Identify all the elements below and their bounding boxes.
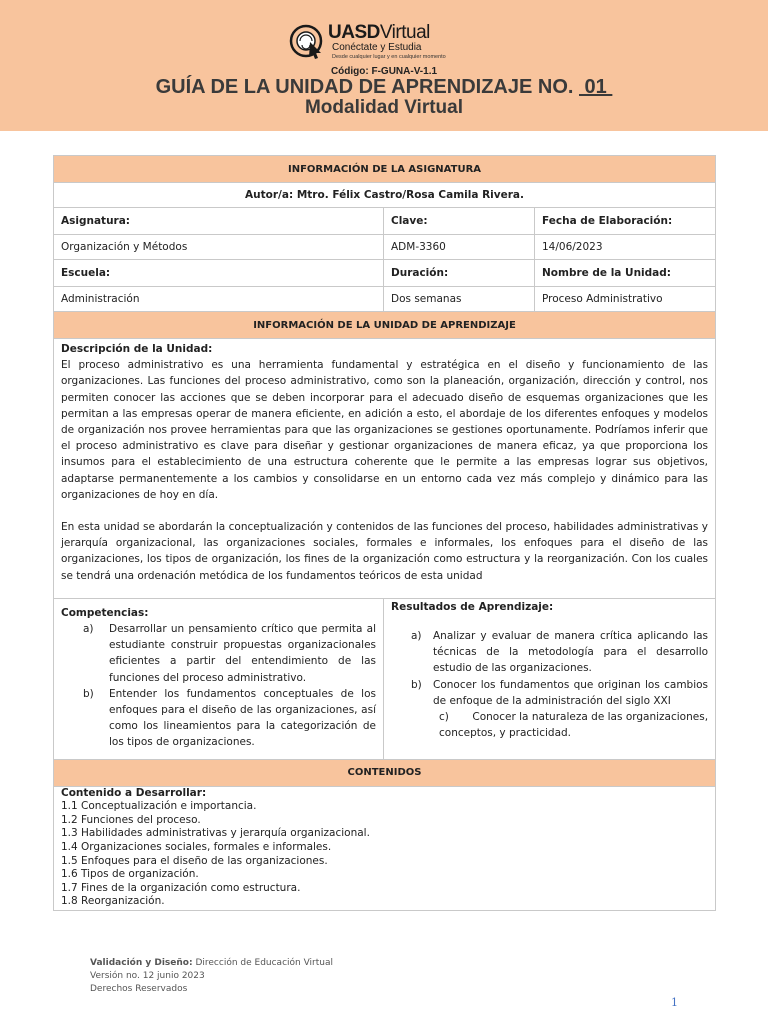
list-item: 1.4 Organizaciones sociales, formales e informales. <box>61 841 332 854</box>
section-header-asignatura: INFORMACIÓN DE LA ASIGNATURA <box>54 156 716 183</box>
list-item: 1.2 Funciones del proceso. <box>61 813 201 826</box>
list-item: a) Analizar y evaluar de manera crítica aplicando las técnicas de la metodología para el desarrollo estudio de las organizaciones. <box>411 630 709 675</box>
description-paragraph-1: El proceso administrativo es una herramienta fundamental y estratégica en el diseño y funcionamiento de las organizaciones. Las funciones del proceso administrativo, como son la planeación, organización, dirección y control, nos permiten conocer las acciones que se deben incorporar para el adecuado diseño de esquemas organizaciones que les permitan a las empresas operar de manera eficiente, en adición a esto, el abordaje de los diferentes enfoques y modelos de organización nos provee herramientas para que las organizaciones se gestiones oportunamente. Podríamos inferir que el proceso administrativo es clave para diseñar y gestionar organizaciones de manera eficaz, ya que proporciona los insumos para el establecimiento de una estructura coherente que le permite a las empresas lograr sus objetivos, adaptarse permanentemente a los cambios y consolidarse en un entorno cada vez más complejo y dinámico para las organizaciones de hoy en día. <box>61 359 709 501</box>
list-item: 1.3 Habilidades administrativas y jerarquía organizacional. <box>61 827 370 840</box>
uasd-virtual-logo <box>288 22 478 64</box>
value-asignatura: Organización y Métodos <box>54 235 384 260</box>
logo-title: UASDVirtual <box>328 22 430 43</box>
list-item: 1.7 Fines de la organización como estructura. <box>61 881 301 894</box>
list-item: 1.5 Enfoques para el diseño de las organizaciones. <box>61 854 328 867</box>
label-asignatura: Asignatura: <box>54 208 384 235</box>
list-item: 1.6 Tipos de organización. <box>61 868 199 881</box>
guide-table <box>53 155 716 911</box>
page-subtitle: Modalidad Virtual <box>304 97 463 118</box>
rights-line: Derechos Reservados <box>90 984 188 994</box>
competencias-cell <box>54 598 384 759</box>
description-label: Descripción de la Unidad: <box>61 343 213 355</box>
resultados-label: Resultados de Aprendizaje: <box>391 600 554 613</box>
list-item: 1.8 Reorganización. <box>61 895 165 908</box>
page-number: 1 <box>671 996 678 1009</box>
section-header-contenidos: CONTENIDOS <box>54 759 716 786</box>
label-fecha: Fecha de Elaboración: <box>535 208 716 235</box>
value-duracion: Dos semanas <box>384 287 535 312</box>
value-clave: ADM-3360 <box>384 235 535 260</box>
document-code: Código: F-GUNA-V-1.1 <box>330 66 438 77</box>
label-clave: Clave: <box>384 208 535 235</box>
value-escuela: Administración <box>54 287 384 312</box>
value-nombre-unidad: Proceso Administrativo <box>535 287 716 312</box>
resultado-c: c) Conocer la naturaleza de las organizaciones, conceptos, y practicidad. <box>439 711 712 740</box>
list-item: a) Desarrollar un pensamiento crítico que permita al estudiante construir propuestas organizacionales eficientes a partir del entendimiento de las funciones del proceso administrativo. <box>83 623 376 684</box>
contenidos-cell <box>54 786 716 910</box>
competencias-label: Competencias: <box>61 606 149 619</box>
competencias-list <box>61 621 376 751</box>
section-header-unidad: INFORMACIÓN DE LA UNIDAD DE APRENDIZAJE <box>54 312 716 339</box>
resultados-list <box>391 628 708 709</box>
page-header <box>0 0 768 131</box>
contenidos-label: Contenido a Desarrollar: <box>61 786 207 799</box>
list-item: b) Entender los fundamentos conceptuales de los enfoques para el diseño de las organizaciones, así como los lineamientos para la categorización de los tipos de organizaciones. <box>83 687 376 749</box>
unit-description <box>54 339 716 599</box>
globe-cursor-icon <box>288 22 326 60</box>
label-duracion: Duración: <box>384 260 535 287</box>
validation-line: Validación y Diseño: Dirección de Educación Virtual <box>90 958 333 968</box>
author-line: Autor/a: Mtro. Félix Castro/Rosa Camila Rivera. <box>54 183 716 208</box>
unit-number: 01 <box>579 76 613 98</box>
label-escuela: Escuela: <box>54 260 384 287</box>
label-nombre-unidad: Nombre de la Unidad: <box>535 260 716 287</box>
value-fecha: 14/06/2023 <box>535 235 716 260</box>
resultados-cell <box>384 598 716 759</box>
description-paragraph-2: En esta unidad se abordarán la conceptualización y contenidos de las funciones del proceso, habilidades administrativas y jerarquía organizacional, las organizaciones sociales, formales e informales, los enfoques para el diseño de las organizaciones, los tipos de organización, los fines de la organización como estructura y la reorganización. Con los cuales se tendrá una ordenación metódica de los fundamentos teóricos de esta unidad <box>61 521 709 582</box>
list-item: 1.1 Conceptualización e importancia. <box>61 800 257 813</box>
logo-slogan: Desde cualquier lugar y en cualquier momento <box>332 54 446 60</box>
logo-tagline: Conéctate y Estudia <box>332 42 422 53</box>
list-item: b) Conocer los fundamentos que originan los cambios de enfoque de la administración del siglo XXI <box>411 678 709 707</box>
page-footer <box>90 957 333 996</box>
version-line: Versión no. 12 junio 2023 <box>90 971 205 981</box>
page-title: GUÍA DE LA UNIDAD DE APRENDIZAJE NO. 01 <box>155 76 613 98</box>
